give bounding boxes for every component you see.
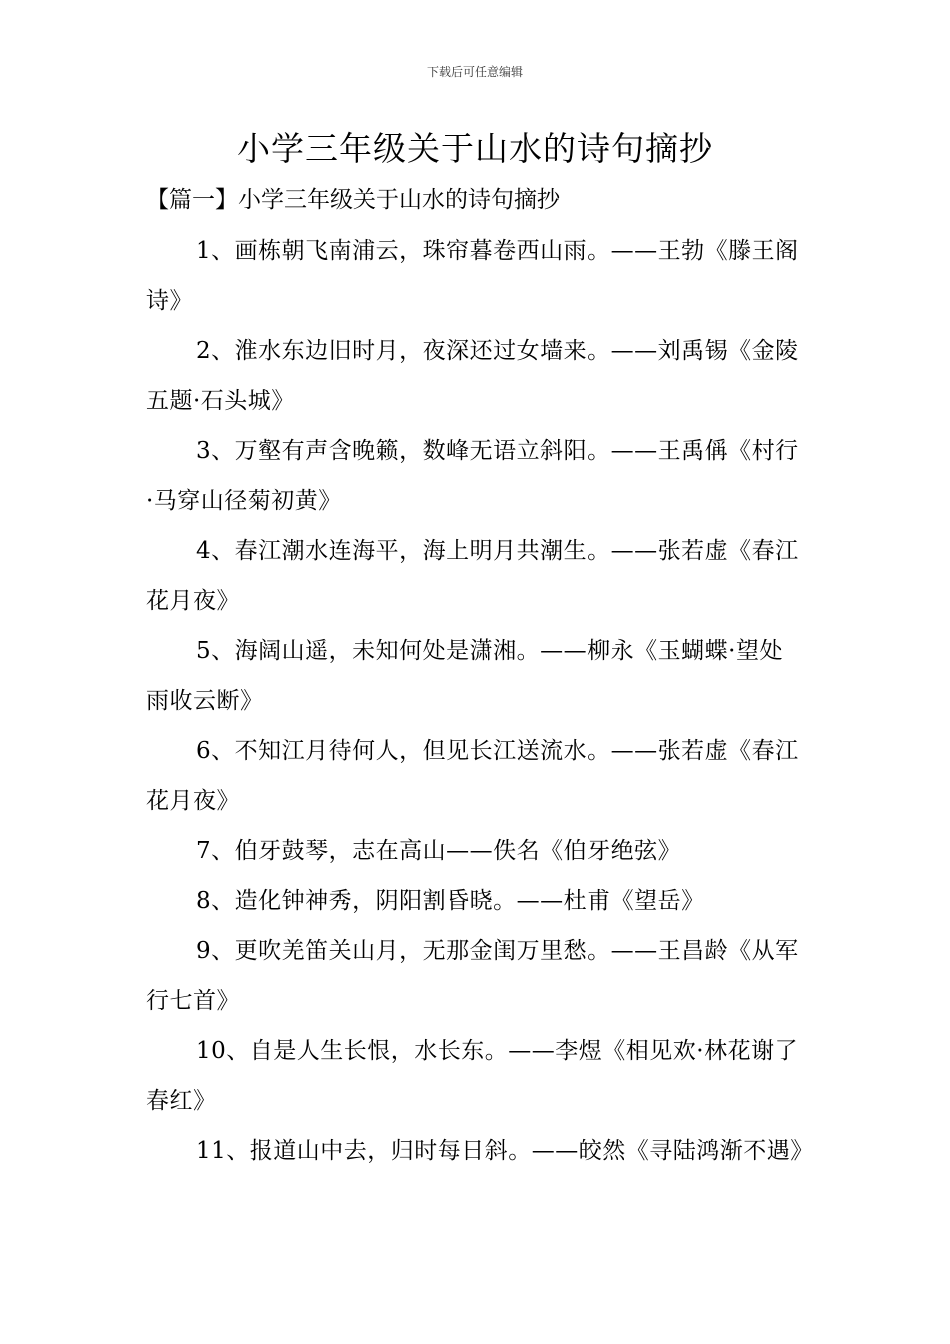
poem-item-11: 11、报道山中去，归时每日斜。——皎然《寻陆鸿渐不遇》	[196, 1138, 814, 1164]
document-title: 小学三年级关于山水的诗句摘抄	[237, 129, 713, 168]
poem-item-4: 4、春江潮水连海平，海上明月共潮生。——张若虚《春江花月夜》	[146, 538, 799, 614]
poem-item-6: 6、不知江月待何人，但见长江送流水。——张若虚《春江花月夜》	[146, 738, 799, 814]
poem-item-7: 7、伯牙鼓琴，志在高山——佚名《伯牙绝弦》	[196, 838, 682, 864]
poem-item-1: 1、画栋朝飞南浦云，珠帘暮卷西山雨。——王勃《滕王阁诗》	[146, 238, 799, 314]
header-note: 下载后可任意编辑	[426, 65, 523, 79]
poem-item-2: 2、淮水东边旧时月，夜深还过女墙来。——刘禹锡《金陵五题·石头城》	[146, 338, 799, 414]
poem-list	[146, 226, 814, 1176]
poem-item-10: 10、自是人生长恨，水长东。——李煜《相见欢·林花谢了春红》	[146, 1038, 799, 1114]
poem-item-8: 8、造化钟神秀，阴阳割昏晓。——杜甫《望岳》	[196, 888, 705, 914]
poem-item-3: 3、万壑有声含晚籁，数峰无语立斜阳。——王禹偁《村行·马穿山径菊初黄》	[146, 438, 799, 514]
section-heading: 【篇一】小学三年级关于山水的诗句摘抄	[146, 187, 560, 213]
poem-item-5: 5、海阔山遥，未知何处是潇湘。——柳永《玉蝴蝶·望处雨收云断》	[146, 638, 783, 714]
poem-item-9: 9、更吹羌笛关山月，无那金闺万里愁。——王昌龄《从军行七首》	[146, 938, 799, 1014]
